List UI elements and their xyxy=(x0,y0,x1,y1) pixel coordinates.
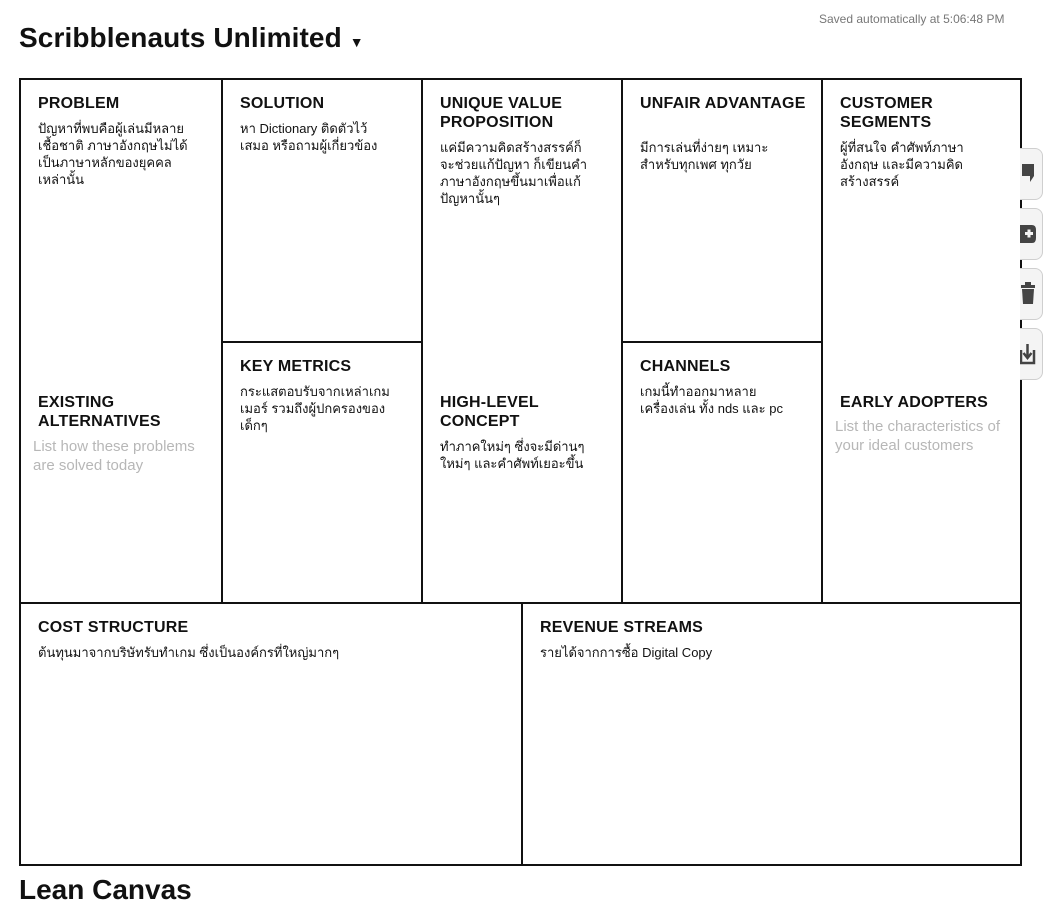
high-level-concept-text: ทำภาคใหม่ๆ ซึ่งจะมีด่านๆใหม่ๆ และคำศัพท์เยอะขึ้น xyxy=(440,439,585,471)
solution-block[interactable] xyxy=(221,80,421,342)
add-note-icon[interactable] xyxy=(1020,208,1043,260)
problem-heading: PROBLEM xyxy=(38,95,120,112)
unique-value-proposition-block[interactable] xyxy=(421,80,622,603)
canvas-title[interactable]: Scribblenauts Unlimited xyxy=(19,22,342,53)
key-metrics-block[interactable] xyxy=(221,341,421,603)
sticky-note-icon[interactable] xyxy=(1020,148,1043,200)
chevron-down-icon[interactable]: ▼ xyxy=(349,34,364,50)
customer-segments-block[interactable] xyxy=(821,80,1022,603)
lean-canvas-board xyxy=(19,78,1022,866)
channels-block[interactable] xyxy=(621,341,822,603)
problem-block[interactable] xyxy=(21,80,222,603)
export-icon[interactable] xyxy=(1020,328,1043,380)
footer-title: Lean Canvas xyxy=(19,874,192,905)
revenue-streams-heading: REVENUE STREAMS xyxy=(540,619,704,636)
channels-heading: CHANNELS xyxy=(640,358,731,375)
uvp-text: แค่มีความคิดสร้างสรรค์ก็จะช่วยแก้ปัญหา ก็เขียนคำภาษาอังกฤษขึ้นมาเพื่อแก้ปัญหานั้นๆ xyxy=(440,140,588,206)
cost-structure-heading: COST STRUCTURE xyxy=(38,619,189,636)
revenue-streams-text: รายได้จากการซื้อ Digital Copy xyxy=(540,645,713,660)
existing-alternatives-heading: EXISTING ALTERNATIVES xyxy=(38,394,161,430)
revenue-streams-block[interactable] xyxy=(521,602,1022,864)
problem-text: ปัญหาที่พบคือผู้เล่นมีหลายเชื้อชาติ ภาษาอังกฤษไม่ได้เป็นภาษาหลักของยุคคลเหล่านั้น xyxy=(38,121,188,187)
uvp-heading: UNIQUE VALUE PROPOSITION xyxy=(440,95,563,131)
high-level-concept-heading: HIGH-LEVEL CONCEPT xyxy=(440,394,539,430)
key-metrics-text: กระแสตอบรับจากเหล่าเกมเมอร์ รวมถึงผู้ปกครองของเด็กๆ xyxy=(240,384,390,433)
trash-icon[interactable] xyxy=(1020,268,1043,320)
channels-text: เกมนี้ทำออกมาหลายเครื่องเล่น ทั้ง nds และ pc xyxy=(640,384,783,416)
early-adopters-placeholder[interactable]: List the characteristics of your ideal customers xyxy=(835,418,1001,454)
saved-status: Saved automatically at 5:06:48 PM xyxy=(819,12,1005,26)
customer-segments-text: ผู้ที่สนใจ คำศัพท์ภาษาอังกฤษ และมีความคิดสร้างสรรค์ xyxy=(840,140,964,189)
solution-heading: SOLUTION xyxy=(240,95,325,112)
early-adopters-heading: EARLY ADOPTERS xyxy=(840,394,989,411)
cost-structure-text: ต้นทุนมาจากบริษัทรับทำเกม ซึ่งเป็นองค์กรที่ใหญ่มากๆ xyxy=(38,645,340,660)
header xyxy=(19,22,364,54)
unfair-advantage-block[interactable] xyxy=(621,80,822,342)
existing-alternatives-placeholder[interactable]: List how these problems are solved today xyxy=(33,438,195,474)
key-metrics-heading: KEY METRICS xyxy=(240,358,352,375)
unfair-advantage-text: มีการเล่นที่ง่ายๆ เหมาะสำหรับทุกเพศ ทุกวัย xyxy=(640,140,769,172)
unfair-advantage-heading: UNFAIR ADVANTAGE xyxy=(640,95,806,112)
solution-text: หา Dictionary ติดตัวไว้เสมอ หรือถามผู้เกี่ยวข้อง xyxy=(240,121,378,153)
customer-segments-heading: CUSTOMER SEGMENTS xyxy=(840,95,933,131)
cost-structure-block[interactable] xyxy=(21,602,522,864)
